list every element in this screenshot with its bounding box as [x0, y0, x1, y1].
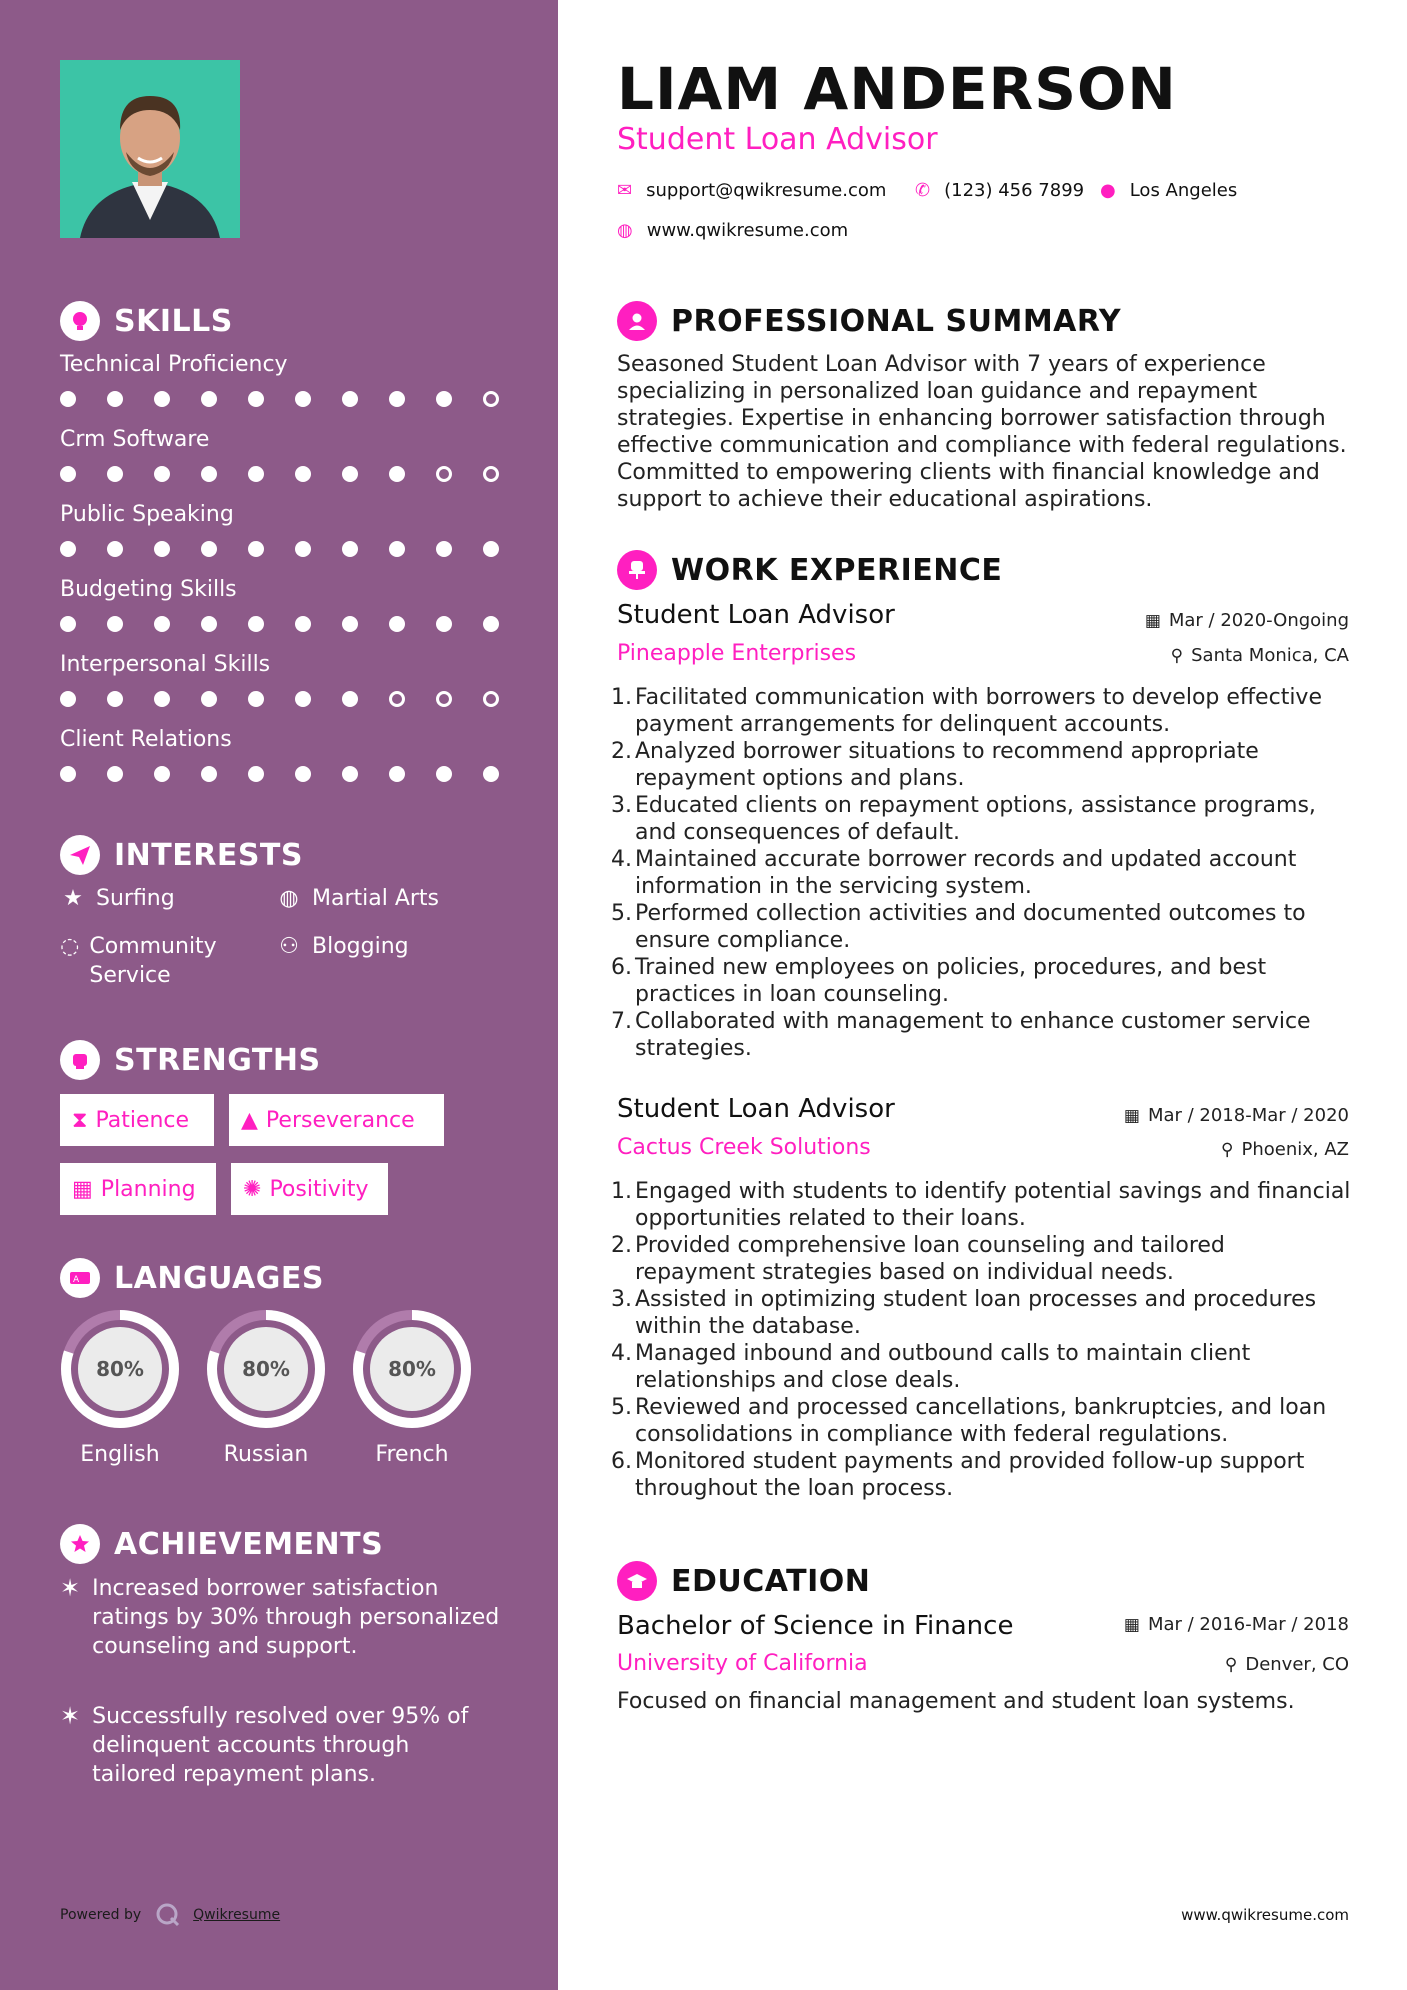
skill-dot-filled — [483, 766, 499, 782]
list-item — [611, 846, 1351, 900]
profile-photo — [60, 60, 240, 238]
skill-dot-filled — [154, 616, 170, 632]
skills-title: SKILLS — [114, 303, 233, 339]
education-dates-text: Mar / 2016-Mar / 2018 — [1147, 1614, 1349, 1635]
pin-icon: ⚲ — [1221, 1139, 1234, 1160]
road-icon: ▲ — [241, 1107, 258, 1133]
strength-label: Patience — [95, 1107, 190, 1133]
job-location — [1171, 645, 1349, 666]
list-number: 2. — [611, 1233, 632, 1258]
list-item — [611, 1340, 1351, 1394]
strength-patience — [60, 1094, 214, 1146]
skill-dot-filled — [60, 691, 76, 707]
skill-dot-filled — [295, 541, 311, 557]
interest-martial-arts — [276, 884, 439, 913]
skill-dot-filled — [436, 766, 452, 782]
strengths-header — [60, 1040, 321, 1080]
skill-dot-filled — [201, 391, 217, 407]
language-percent: 80% — [388, 1357, 436, 1381]
skill-dot-filled — [436, 391, 452, 407]
shooting-star-icon: ✶ — [60, 1574, 81, 1602]
skill-name: Public Speaking — [60, 502, 234, 527]
skill-dot-empty — [389, 691, 405, 707]
list-number: 5. — [611, 901, 632, 926]
job-company: Cactus Creek Solutions — [617, 1135, 871, 1160]
skill-dot-empty — [436, 691, 452, 707]
list-item-text: Analyzed borrower situations to recommend appropriate repayment options and plans. — [635, 739, 1259, 791]
contact-website — [617, 220, 848, 241]
candidate-name: LIAM ANDERSON — [617, 55, 1177, 123]
skill-dot-filled — [248, 766, 264, 782]
skill-dot-filled — [483, 616, 499, 632]
interest-community-service — [60, 932, 250, 990]
strength-label: Positivity — [269, 1176, 369, 1202]
pin-icon: ⚲ — [1224, 1654, 1238, 1675]
list-item-text: Trained new employees on policies, procedures, and best practices in loan counseling. — [635, 955, 1267, 1007]
education-location-text: Denver, CO — [1245, 1654, 1349, 1675]
skill-dot-filled — [201, 691, 217, 707]
skills-header — [60, 301, 233, 341]
phone-icon: ✆ — [915, 180, 931, 201]
experience-header — [617, 550, 1002, 590]
globe-icon: ◍ — [279, 886, 299, 911]
strength-planning — [60, 1163, 216, 1215]
experience-title: WORK EXPERIENCE — [671, 552, 1003, 588]
language-name: French — [375, 1442, 449, 1467]
skill-dot-filled — [389, 466, 405, 482]
summary-header — [617, 301, 1121, 341]
candidate-role: Student Loan Advisor — [617, 122, 938, 157]
job-company: Pineapple Enterprises — [617, 641, 857, 666]
globe-icon: ◍ — [617, 220, 633, 241]
list-item — [611, 954, 1351, 1008]
list-number: 6. — [611, 955, 632, 980]
calendar-icon: ▦ — [1144, 610, 1161, 631]
email-text[interactable]: support@qwikresume.com — [646, 180, 887, 201]
contact-email — [617, 180, 886, 201]
skill-dot-filled — [201, 466, 217, 482]
strength-perseverance — [229, 1094, 444, 1146]
list-number: 2. — [611, 739, 632, 764]
interests-title: INTERESTS — [114, 837, 303, 873]
skill-dot-filled — [436, 541, 452, 557]
language-gauge — [350, 1307, 474, 1431]
skill-rating — [60, 691, 530, 707]
skill-dot-filled — [60, 616, 76, 632]
pin-icon: ⚲ — [1170, 645, 1184, 666]
language-gauge — [58, 1307, 182, 1431]
powered-by — [60, 1902, 280, 1928]
strength-positivity — [231, 1163, 388, 1215]
list-item — [611, 738, 1351, 792]
skill-dot-filled — [436, 616, 452, 632]
shield-icon: ◌ — [60, 934, 80, 959]
summary-title: PROFESSIONAL SUMMARY — [671, 303, 1122, 339]
list-item-text: Managed inbound and outbound calls to maintain client relationships and close deals. — [635, 1341, 1251, 1393]
education-header — [617, 1561, 870, 1601]
interest-label: Martial Arts — [312, 886, 440, 911]
map-pin-icon: ● — [1100, 180, 1116, 201]
skill-dot-filled — [295, 616, 311, 632]
skill-name: Technical Proficiency — [60, 352, 288, 377]
skill-rating — [60, 541, 530, 557]
language-icon — [60, 1258, 100, 1298]
job-bullets — [611, 1178, 1351, 1502]
education-description: Focused on financial management and student loan systems. — [617, 1689, 1295, 1714]
skill-dot-filled — [107, 391, 123, 407]
education-degree: Bachelor of Science in Finance — [617, 1611, 1014, 1641]
skill-dot-empty — [436, 466, 452, 482]
users-icon: ⚇ — [279, 934, 299, 959]
skill-name: Interpersonal Skills — [60, 652, 271, 677]
interest-surfing — [60, 884, 175, 913]
list-number: 3. — [611, 793, 632, 818]
list-item-text: Facilitated communication with borrowers to develop effective payment arrangements for delinquent accounts. — [635, 685, 1322, 737]
sun-icon: ✺ — [243, 1176, 262, 1202]
list-item-text: Collaborated with management to enhance customer service strategies. — [635, 1009, 1311, 1061]
list-number: 7. — [611, 1009, 632, 1034]
skill-dot-empty — [483, 466, 499, 482]
skill-dot-filled — [201, 766, 217, 782]
chair-icon — [617, 550, 657, 590]
skill-dot-filled — [154, 541, 170, 557]
footer-url[interactable]: www.qwikresume.com — [1181, 1906, 1349, 1924]
job-title: Student Loan Advisor — [617, 1094, 895, 1124]
list-number: 1. — [611, 685, 632, 710]
job-bullets — [611, 684, 1351, 1062]
contact-location — [1100, 180, 1237, 201]
envelope-icon: ✉ — [617, 180, 633, 201]
skill-dot-empty — [483, 691, 499, 707]
list-item — [611, 900, 1351, 954]
skill-dot-filled — [389, 766, 405, 782]
language-name: Russian — [223, 1442, 309, 1467]
list-item-text: Monitored student payments and provided follow-up support throughout the loan process. — [635, 1449, 1305, 1501]
list-item-text: Provided comprehensive loan counseling and tailored repayment strategies based on individual needs. — [635, 1233, 1225, 1285]
list-item — [611, 1286, 1351, 1340]
list-item — [611, 1232, 1351, 1286]
skill-dot-filled — [389, 541, 405, 557]
powered-by-label: Powered by — [60, 1907, 142, 1923]
skill-dot-filled — [154, 466, 170, 482]
skill-dot-filled — [248, 391, 264, 407]
location-text: Los Angeles — [1129, 180, 1238, 201]
interest-label: Blogging — [312, 934, 409, 959]
skill-dot-filled — [342, 691, 358, 707]
job-location-text: Santa Monica, CA — [1191, 645, 1349, 666]
contact-phone — [915, 180, 1084, 201]
job-dates — [1124, 1105, 1349, 1126]
interest-blogging — [276, 932, 409, 961]
skill-dot-filled — [295, 466, 311, 482]
interests-header — [60, 835, 303, 875]
list-item-text: Maintained accurate borrower records and updated account information in the servicing system. — [635, 847, 1297, 899]
skill-dot-filled — [107, 766, 123, 782]
skill-name: Client Relations — [60, 727, 232, 752]
achievements-header — [60, 1524, 383, 1564]
list-item — [611, 684, 1351, 738]
interest-label: Surfing — [96, 886, 175, 911]
achievement-text: Increased borrower satisfaction ratings by 30% through personalized counseling and support. — [92, 1576, 500, 1659]
calendar-icon: ▦ — [1123, 1614, 1140, 1635]
skill-dot-filled — [60, 466, 76, 482]
calendar-icon: ▦ — [72, 1176, 93, 1202]
skill-dot-filled — [342, 616, 358, 632]
svg-text:A: A — [73, 1275, 80, 1285]
phone-text: (123) 456 7899 — [944, 180, 1085, 201]
skill-dot-filled — [295, 766, 311, 782]
skill-dot-filled — [248, 691, 264, 707]
list-item — [611, 792, 1351, 846]
skill-dot-filled — [342, 766, 358, 782]
website-text[interactable]: www.qwikresume.com — [646, 220, 849, 241]
list-item-text: Assisted in optimizing student loan processes and procedures within the database. — [635, 1287, 1317, 1339]
list-number: 4. — [611, 1341, 632, 1366]
list-item — [611, 1178, 1351, 1232]
job-location — [1221, 1139, 1349, 1160]
summary-text: Seasoned Student Loan Advisor with 7 years of experience specializing in personalized loan guidance and repayment strategies. Expertise in enhancing borrower satisfaction through effective communication and compliance with federal regulations. Committed to empowering clients with financial knowledge and support to achieve their educational aspirations. — [617, 352, 1347, 512]
skill-dot-filled — [107, 466, 123, 482]
languages-header — [60, 1258, 324, 1298]
skill-dot-filled — [342, 391, 358, 407]
list-item — [611, 1008, 1351, 1062]
skill-dot-filled — [342, 541, 358, 557]
list-item — [611, 1448, 1351, 1502]
qwikresume-link[interactable]: Qwikresume — [193, 1907, 281, 1923]
list-number: 1. — [611, 1179, 632, 1204]
skill-dot-filled — [248, 616, 264, 632]
strength-label: Planning — [100, 1176, 196, 1202]
skill-dot-filled — [107, 541, 123, 557]
qwikresume-logo-icon — [155, 1902, 181, 1928]
skill-dot-filled — [483, 541, 499, 557]
achievement-item — [60, 1702, 500, 1789]
user-icon — [617, 301, 657, 341]
star-icon: ★ — [63, 886, 83, 911]
interest-label: Community Service — [89, 934, 217, 988]
skill-rating — [60, 766, 530, 782]
skill-dot-filled — [295, 691, 311, 707]
skill-dot-filled — [154, 691, 170, 707]
skill-dot-filled — [154, 391, 170, 407]
skill-dot-filled — [60, 541, 76, 557]
achievements-title: ACHIEVEMENTS — [114, 1526, 384, 1562]
sidebar — [0, 0, 558, 1990]
calendar-icon: ▦ — [1123, 1105, 1140, 1126]
hourglass-icon: ⧗ — [72, 1107, 88, 1133]
achievement-item — [60, 1574, 500, 1661]
language-name: English — [80, 1442, 160, 1467]
graduation-cap-icon — [617, 1561, 657, 1601]
list-number: 4. — [611, 847, 632, 872]
education-school: University of California — [617, 1651, 868, 1676]
skill-name: Budgeting Skills — [60, 577, 237, 602]
skill-dot-filled — [342, 466, 358, 482]
skill-dot-filled — [295, 391, 311, 407]
skill-rating — [60, 616, 530, 632]
language-gauge — [204, 1307, 328, 1431]
fist-icon — [60, 1040, 100, 1080]
list-number: 6. — [611, 1449, 632, 1474]
list-item-text: Performed collection activities and documented outcomes to ensure compliance. — [635, 901, 1306, 953]
list-item-text: Educated clients on repayment options, assistance programs, and consequences of default. — [635, 793, 1316, 845]
skill-dot-filled — [248, 466, 264, 482]
job-dates-text: Mar / 2018-Mar / 2020 — [1147, 1105, 1349, 1126]
skill-dot-filled — [201, 616, 217, 632]
list-item-text: Reviewed and processed cancellations, bankruptcies, and loan consolidations in compliance with federal regulations. — [635, 1395, 1327, 1447]
skill-dot-filled — [248, 541, 264, 557]
skill-dot-empty — [483, 391, 499, 407]
skill-rating — [60, 391, 530, 407]
skill-dot-filled — [154, 766, 170, 782]
skill-dot-filled — [201, 541, 217, 557]
languages-title: LANGUAGES — [114, 1260, 324, 1296]
skill-dot-filled — [60, 766, 76, 782]
skill-name: Crm Software — [60, 427, 210, 452]
skill-dot-filled — [389, 616, 405, 632]
job-dates — [1145, 610, 1349, 631]
skill-rating — [60, 466, 530, 482]
job-title: Student Loan Advisor — [617, 600, 895, 630]
paper-plane-icon — [60, 835, 100, 875]
job-dates-text: Mar / 2020-Ongoing — [1168, 610, 1349, 631]
strengths-title: STRENGTHS — [114, 1042, 321, 1078]
skill-dot-filled — [107, 616, 123, 632]
list-item-text: Engaged with students to identify potential savings and financial opportunities related to their loans. — [635, 1179, 1351, 1231]
list-item — [611, 1394, 1351, 1448]
shooting-star-icon: ✶ — [60, 1702, 81, 1730]
education-title: EDUCATION — [671, 1563, 871, 1599]
lightbulb-icon — [60, 301, 100, 341]
skill-dot-filled — [60, 391, 76, 407]
strength-label: Perseverance — [265, 1107, 415, 1133]
language-percent: 80% — [96, 1357, 144, 1381]
job-location-text: Phoenix, AZ — [1241, 1139, 1349, 1160]
education-dates — [1124, 1614, 1349, 1635]
education-location — [1225, 1654, 1349, 1675]
achievement-text: Successfully resolved over 95% of delinquent accounts through tailored repayment plans. — [92, 1704, 469, 1787]
skill-dot-filled — [107, 691, 123, 707]
list-number: 3. — [611, 1287, 632, 1312]
list-number: 5. — [611, 1395, 632, 1420]
medal-star-icon — [60, 1524, 100, 1564]
language-percent: 80% — [242, 1357, 290, 1381]
skill-dot-filled — [389, 391, 405, 407]
